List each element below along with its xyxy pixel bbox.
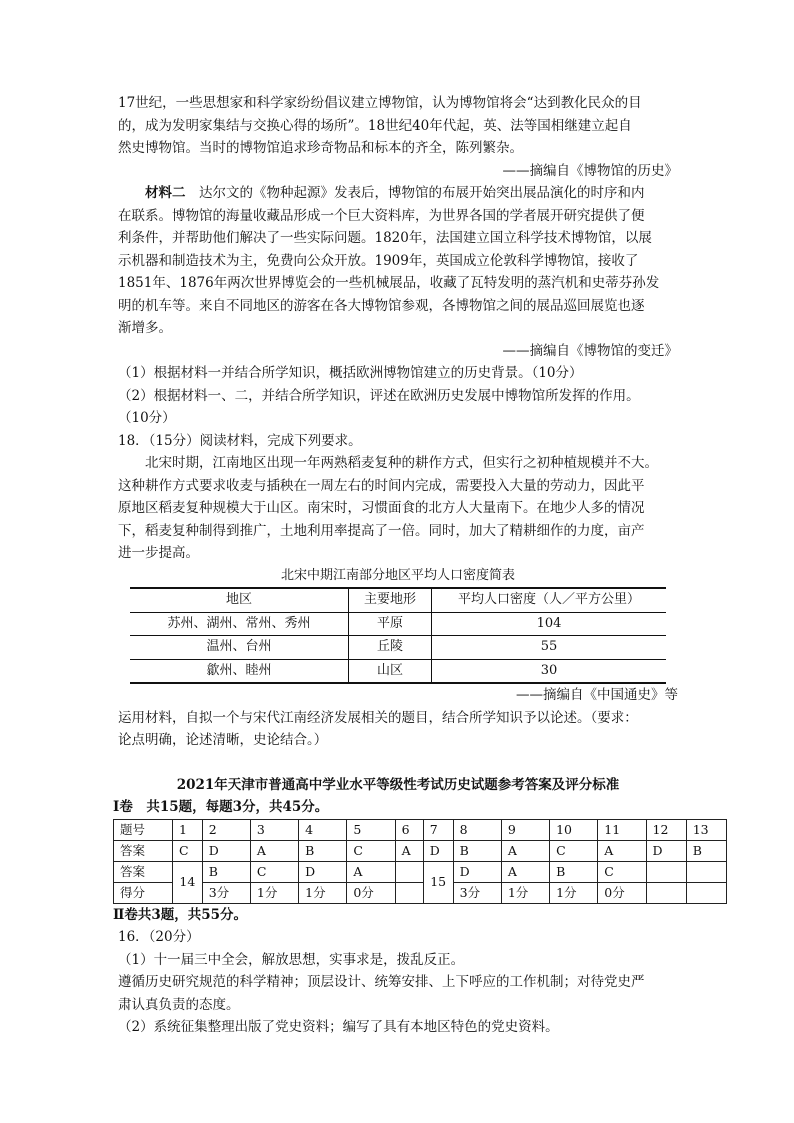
table-cell: 5 — [347, 819, 395, 840]
table-cell: 104 — [432, 612, 667, 636]
material1-tail — [118, 92, 678, 160]
answer-row-question-numbers — [114, 819, 727, 840]
part2-title: Ⅱ卷共3题，共55分。 — [113, 906, 248, 923]
table-cell: 3 — [250, 819, 298, 840]
table-cell: A — [395, 840, 423, 861]
question-18-task: 论点明确，论述清晰，史论结合。） — [118, 732, 328, 748]
table-cell: D — [299, 861, 347, 882]
table-cell: 55 — [432, 636, 667, 660]
question-17-2-score: （10分） — [118, 410, 176, 426]
table-cell: C — [598, 861, 646, 882]
source-citation: ——摘编自《博物馆的变迁》 — [502, 342, 678, 359]
table-cell: C — [173, 840, 203, 861]
text-line: 下，稻麦复种制得到推广，土地利用率提高了一倍。同时，加大了精耕细作的力度，亩产 — [118, 522, 645, 539]
table-cell: 丘陵 — [349, 636, 432, 660]
table-cell: D — [423, 840, 453, 861]
answer-table — [113, 819, 727, 904]
material2 — [118, 182, 678, 340]
table-cell: B — [202, 861, 250, 882]
table-cell: 30 — [432, 659, 667, 683]
answer-16-1: （1）十一届三中全会，解放思想，实事求是，拨乱反正。 — [118, 951, 465, 968]
table-header-row — [130, 588, 666, 612]
table-cell: D — [202, 840, 250, 861]
table-cell — [646, 861, 686, 882]
text-line: 在联系。博物馆的海量收藏品形成一个巨大资料库，为世界各国的学者展开研究提供了便 — [118, 207, 645, 224]
text-line: 遵循历史研究规范的科学精神；顶层设计、统筹安排、上下呼应的工作机制；对待党史严 — [118, 974, 645, 990]
answer-16-heading: 16．（20分） — [118, 929, 200, 945]
table-cell — [686, 861, 726, 882]
table-cell: 1分 — [550, 882, 598, 903]
table-cell: 11 — [598, 819, 646, 840]
text-line: 肃认真负责的态度。 — [118, 996, 240, 1013]
table-cell: B — [299, 840, 347, 861]
table-cell: 10 — [550, 819, 598, 840]
table-cell: 温州、台州 — [130, 636, 349, 660]
table-cell: 1分 — [250, 882, 298, 903]
question-18-task: 运用材料，自拟一个与宋代江南经济发展相关的题目，结合所学知识予以论述。（要求： — [118, 709, 638, 726]
table-cell — [686, 882, 726, 903]
text-line: 这种耕作方式要求收麦与插秧在一周左右的时间内完成，需要投入大量的劳动力，因此平 — [118, 477, 645, 494]
table-cell: 苏州、湖州、常州、秀州 — [130, 612, 349, 636]
table-cell: D — [646, 840, 686, 861]
table-cell: 7 — [423, 819, 453, 840]
column-header: 地区 — [130, 588, 349, 612]
text-line: 17世纪，一些思想家和科学家纷纷倡议建立博物馆，认为博物馆将会“达到教化民众的目 — [118, 95, 642, 111]
part1-title: Ⅰ卷 共15题，每题3分，共45分。 — [113, 799, 329, 815]
table-cell: 6 — [395, 819, 423, 840]
table-cell: A — [501, 840, 549, 861]
table-cell: 歙州、睦州 — [130, 659, 349, 683]
table-cell: 得分 — [114, 882, 173, 903]
table-cell: 1分 — [299, 882, 347, 903]
table-cell: A — [250, 840, 298, 861]
question-17-2: （2）根据材料一、二，并结合所学知识，评述在欧洲历史发展中博物馆所发挥的作用。 — [118, 387, 640, 404]
table-cell: A — [347, 861, 395, 882]
table-cell: 答案 — [114, 861, 173, 882]
answer-row-multi-answers — [114, 861, 727, 882]
text-line: 然史博物馆。当时的博物馆追求珍奇物品和标本的齐全，陈列繁杂。 — [118, 140, 523, 156]
text-line — [118, 182, 678, 205]
table-cell: 13 — [686, 819, 726, 840]
table-title: 北宋中期江南部分地区平均人口密度简表 — [280, 567, 515, 583]
question-14-label: 14 — [173, 861, 203, 903]
text-line: 的，成为发明家集结与交换心得的场所”。18世纪40年代起，英、法等国相继建立起自 — [118, 117, 632, 134]
table-row — [130, 659, 666, 683]
table-cell: 8 — [453, 819, 501, 840]
table-cell — [646, 882, 686, 903]
text-line: 示机器和制造技术为主，免费向公众开放。1909年，英国成立伦敦科学博物馆，接收了 — [118, 252, 639, 269]
population-density-table — [130, 587, 666, 684]
question-15-label: 15 — [423, 861, 453, 903]
table-cell: 答案 — [114, 840, 173, 861]
text-line: 北宋时期，江南地区出现一年两熟稻麦复种的耕作方式，但实行之初种植规模并不大。 — [145, 455, 658, 471]
text-line: 进一步提高。 — [118, 545, 199, 561]
answer-key-title: 2021年天津市普通高中学业水平等级性考试历史试题参考答案及评分标准 — [176, 776, 620, 793]
table-cell: 1 — [173, 819, 203, 840]
table-cell: 3分 — [453, 882, 501, 903]
table-row — [130, 612, 666, 636]
table-cell: C — [550, 840, 598, 861]
table-cell — [395, 882, 423, 903]
question-17-1: （1）根据材料一并结合所学知识，概括欧洲博物馆建立的历史背景。（10分） — [118, 365, 583, 381]
table-cell: C — [250, 861, 298, 882]
table-cell: 山区 — [349, 659, 432, 683]
table-cell: 2 — [202, 819, 250, 840]
source-citation: ——摘编自《博物馆的历史》 — [502, 162, 678, 179]
table-cell: 9 — [501, 819, 549, 840]
table-cell: B — [686, 840, 726, 861]
table-cell: A — [501, 861, 549, 882]
table-cell: 4 — [299, 819, 347, 840]
table-cell: 1分 — [501, 882, 549, 903]
table-cell: 3分 — [202, 882, 250, 903]
text-line: 利条件，并帮助他们解决了一些实际问题。1820年，法国建立国立科学技术博物馆，以展 — [118, 230, 652, 246]
text-line: 明的机车等。来自不同地区的游客在各大博物馆参观，各博物馆之间的展品巡回展览也逐 — [118, 297, 645, 314]
table-cell: B — [550, 861, 598, 882]
table-cell: 12 — [646, 819, 686, 840]
table-row — [130, 636, 666, 660]
material2-first-line: 达尔文的《物种起源》发表后，博物馆的布展开始突出展品演化的时序和内 — [199, 185, 645, 201]
text-line: 原地区稻麦复种规模大于山区。南宋时，习惯面食的北方人大量南下。在地少人多的情况 — [118, 500, 645, 516]
question-18-heading: 18．（15分）阅读材料，完成下列要求。 — [118, 432, 362, 449]
table-cell — [395, 861, 423, 882]
table-cell: D — [453, 861, 501, 882]
table-cell: 0分 — [347, 882, 395, 903]
answer-16-2: （2）系统征集整理出版了党史资料；编写了具有本地区特色的党史资料。 — [118, 1019, 559, 1035]
source-citation: ——摘编自《中国通史》等 — [516, 687, 678, 703]
table-cell: 平原 — [349, 612, 432, 636]
text-line: 渐增多。 — [118, 320, 172, 336]
question-18-material — [118, 452, 678, 565]
answer-row-answers — [114, 840, 727, 861]
material2-label: 材料二 — [145, 185, 186, 201]
exam-page — [113, 92, 709, 1039]
table-cell: C — [347, 840, 395, 861]
table-cell: 题号 — [114, 819, 173, 840]
table-cell: B — [453, 840, 501, 861]
table-cell: 0分 — [598, 882, 646, 903]
column-header: 主要地形 — [349, 588, 432, 612]
text-line: 1851年、1876年两次世界博览会的一些机械展品，收藏了瓦特发明的蒸汽机和史蒂芬孙发 — [118, 275, 660, 291]
column-header: 平均人口密度（人／平方公里） — [432, 588, 667, 612]
answer-row-scores — [114, 882, 727, 903]
table-cell: A — [598, 840, 646, 861]
